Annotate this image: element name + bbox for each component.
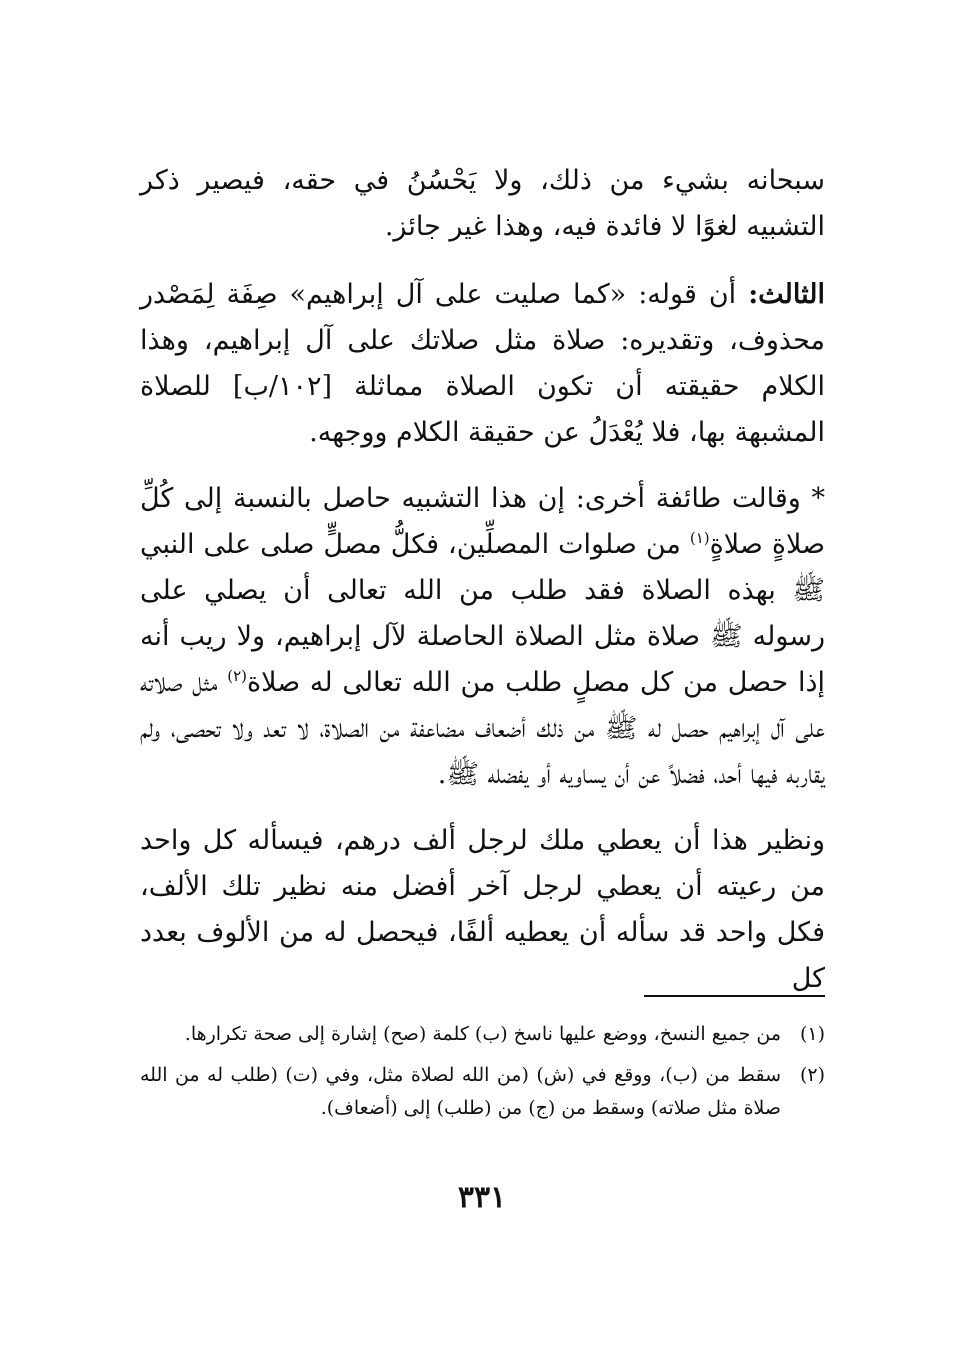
- footnote-divider: [644, 995, 825, 997]
- footnote-ref-1: (١): [689, 529, 710, 547]
- footnote-1-number: (١): [799, 1023, 825, 1045]
- paragraph-1-text: سبحانه بشيء من ذلك، ولا يَحْسُنُ في حقه، فيصير ذكر التشبيه لغوًا لا فائدة فيه، وهذا غير جائز.: [140, 165, 825, 242]
- main-text: [140, 158, 825, 1022]
- paragraph-3-text-c: مثل صلاته على آل إبراهيم حصل له ﷺ من ذلك أضعاف مضاعفة من الصلاة، لا تعد ولا تحصى، ولم يقاربه فيها أحد، فضلاً عن أن يساويه أو يفضله ﷺ.: [140, 667, 825, 790]
- paragraph-1: [140, 158, 825, 250]
- paragraph-2-text: أن قوله: «كما صليت على آل إبراهيم» صِفَة لِمَصْدر محذوف، وتقديره: صلاة مثل صلاتك على آل إبراهيم، وهذا الكلام حقيقته أن تكون الصلاة مماثلة [١٠٢/ب] للصلاة المشبهة بها، فلا يُعْدَلُ عن حقيقة الكلام ووجهه.: [140, 279, 825, 448]
- footnote-ref-2: (٢): [227, 667, 248, 685]
- footnote-2-number: (٢): [799, 1064, 825, 1086]
- paragraph-4-text: ونظير هذا أن يعطي ملك لرجل ألف درهم، فيسأله كل واحد من رعيته أن يعطي لرجل آخر أفضل منه نظير تلك الألف، فكل واحد قد سأله أن يعطيه ألفًا، فيحصل له من الألوف بعدد كل: [140, 825, 825, 994]
- footnote-1: [140, 1018, 825, 1051]
- paragraph-2-lead: الثالث:: [748, 279, 825, 310]
- paragraph-2: [140, 272, 825, 456]
- footnote-1-text: من جميع النسخ، ووضع عليها ناسخ (ب) كلمة (صح) إشارة إلى صحة تكرارها.: [184, 1023, 781, 1045]
- page-number: ٣٣١: [457, 1180, 507, 1215]
- paragraph-4: [140, 818, 825, 1002]
- footnote-2: [140, 1059, 825, 1125]
- footnotes: [140, 1018, 825, 1133]
- paragraph-3-text-b: من صلوات المصلِّين، فكلُّ مصلٍّ صلى على النبي ﷺ بهذه الصلاة فقد طلب من الله تعالى أن يصلي على رسوله ﷺ صلاة مثل الصلاة الحاصلة لآل إبراهيم، ولا ريب أنه إذا حصل من كل مصلٍ طلب من الله تعالى له صلاة: [140, 529, 825, 698]
- paragraph-3: [140, 476, 825, 798]
- paragraph-3-text-a: * وقالت طائفة أخرى: إن هذا التشبيه حاصل بالنسبة إلى كُلِّ صلاةٍ صلاةٍ: [140, 483, 825, 560]
- footnote-2-text: سقط من (ب)، ووقع في (ش) (من الله لصلاة مثل، وفي (ت) (طلب له من الله صلاة مثل صلاته) وسقط من (ج) من (طلب) إلى (أضعاف).: [140, 1064, 781, 1119]
